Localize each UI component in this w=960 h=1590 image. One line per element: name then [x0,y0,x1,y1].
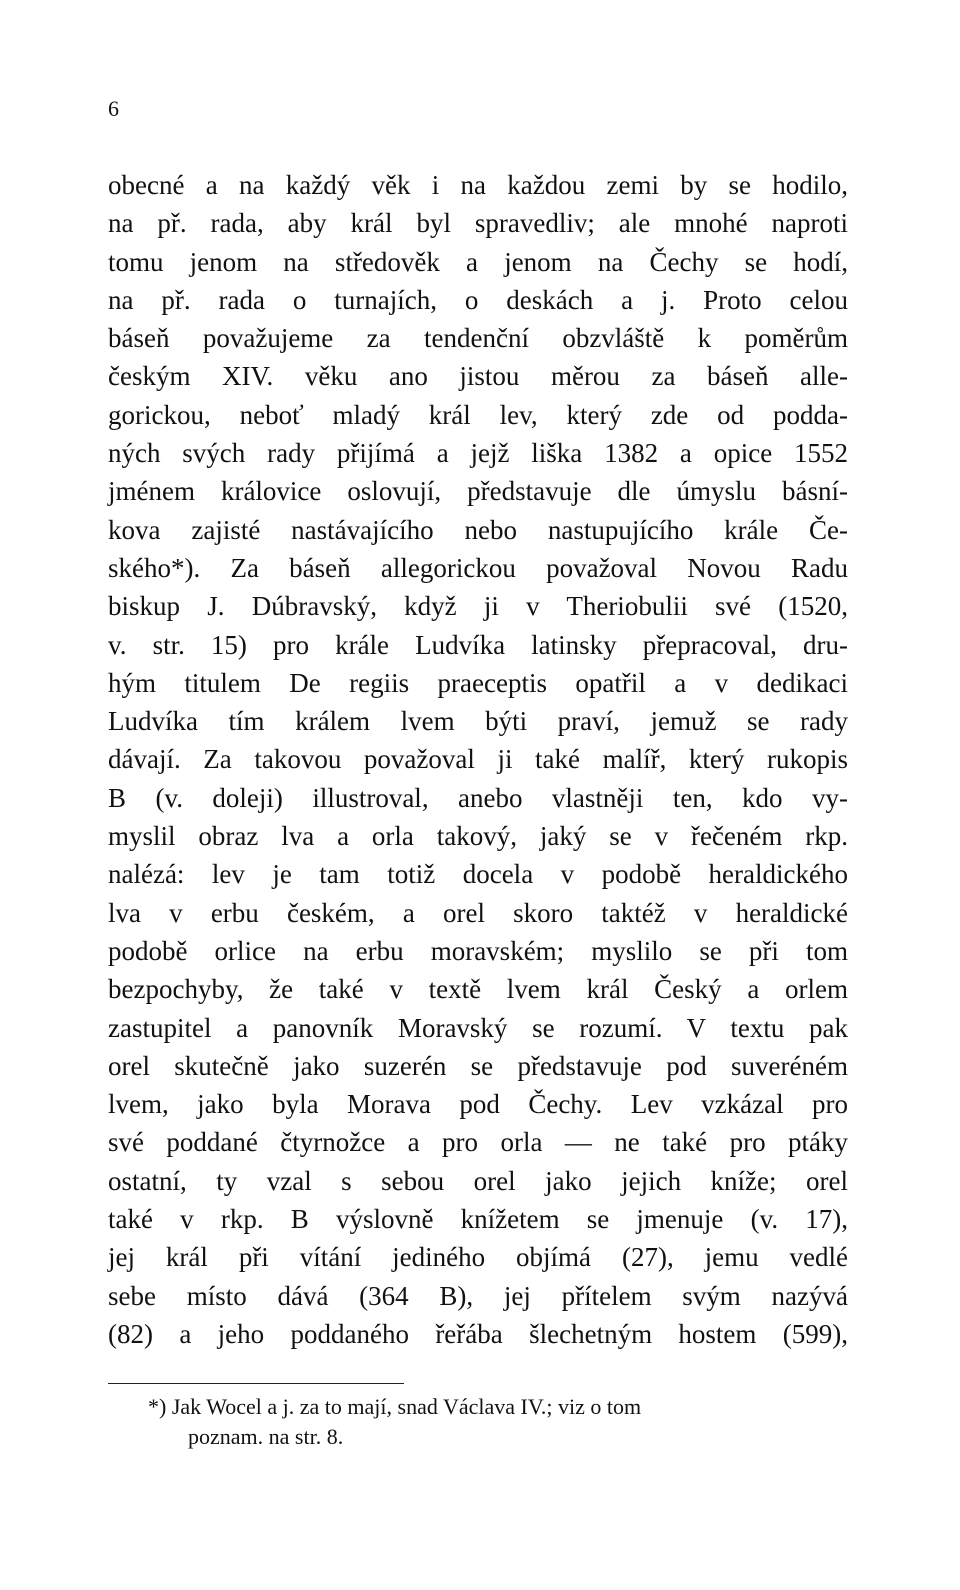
text-line: zastupitel a panovník Moravský se rozumí. V textu pak [108,1012,848,1043]
text-line: B (v. doleji) illustroval, anebo vlastněji ten, kdo vy- [108,782,848,813]
text-line: kova zajisté nastávajícího nebo nastupujícího krále Če- [108,514,848,545]
text-line: (82) a jeho poddaného řeřába šlechetným hostem (599), [108,1318,848,1349]
text-line: jménem královice oslovují, představuje dle úmyslu básní- [108,476,848,507]
text-line: ského*). Za báseň allegorickou považoval Novou Radu [108,552,848,583]
text-line: myslil obraz lva a orla takový, jaký se v řečeném rkp. [108,821,848,852]
text-line: na př. rada, aby král byl spravedliv; ale mnohé naproti [108,208,848,239]
page-number: 6 [108,96,119,121]
text-line: sebe místo dává (364 B), jej přítelem svým nazývá [108,1280,848,1311]
text-line: tomu jenom na středověk a jenom na Čechy se hodí, [108,246,848,277]
text-line: své poddané čtyrnožce a pro orla — ne také pro ptáky [108,1127,848,1158]
text-line: v. str. 15) pro krále Ludvíka latinsky přepracoval, dru- [108,629,848,660]
text-line: obecné a na každý věk i na každou zemi by se hodilo, [108,170,848,200]
text-line: také v rkp. B výslovně knížetem se jmenuje (v. 17), [108,1204,848,1235]
text-line: ných svých rady přijímá a jejž liška 1382 a opice 1552 [108,438,848,469]
text-line: podobě orlice na erbu moravském; myslilo se při tom [108,935,848,966]
text-line: nalézá: lev je tam totiž docela v podobě heraldického [108,859,848,890]
footnote-divider [108,1383,404,1384]
text-line: Ludvíka tím králem lvem býti praví, jemuž se rady [108,706,848,737]
text-line: bezpochyby, že také v textě lvem král Český a orlem [108,974,848,1005]
text-line: jej král při vítání jediného objímá (27), jemu vedlé [108,1242,848,1273]
text-line: orel skutečně jako suzerén se představuje pod suveréném [108,1050,848,1081]
main-text [108,166,848,1353]
text-line: lvem, jako byla Morava pod Čechy. Lev vzkázal pro [108,1089,848,1120]
footnote-line: *) Jak Wocel a j. za to mají, snad Václava IV.; viz o tom [148,1394,642,1419]
text-line: dávají. Za takovou považoval ji také malíř, který rukopis [108,744,848,775]
text-line: ostatní, ty vzal s sebou orel jako jejich kníže; orel [108,1165,848,1196]
text-line: biskup J. Dúbravský, když ji v Theriobulii své (1520, [108,591,848,622]
footnote [108,1392,848,1452]
text-line: hým titulem De regiis praeceptis opatřil a v dedikaci [108,667,848,698]
text-line: lva v erbu českém, a orel skoro taktéž v heraldické [108,897,848,928]
text-line: na př. rada o turnajích, o deskách a j. Proto celou [108,284,848,315]
text-line: báseň považujeme za tendenční obzvláště k poměrům [108,323,848,354]
footnote-line: poznam. na str. 8. [188,1424,344,1449]
text-line: českým XIV. věku ano jistou měrou za báseň alle- [108,361,848,392]
text-line: gorickou, neboť mladý král lev, který zde od podda- [108,399,848,430]
